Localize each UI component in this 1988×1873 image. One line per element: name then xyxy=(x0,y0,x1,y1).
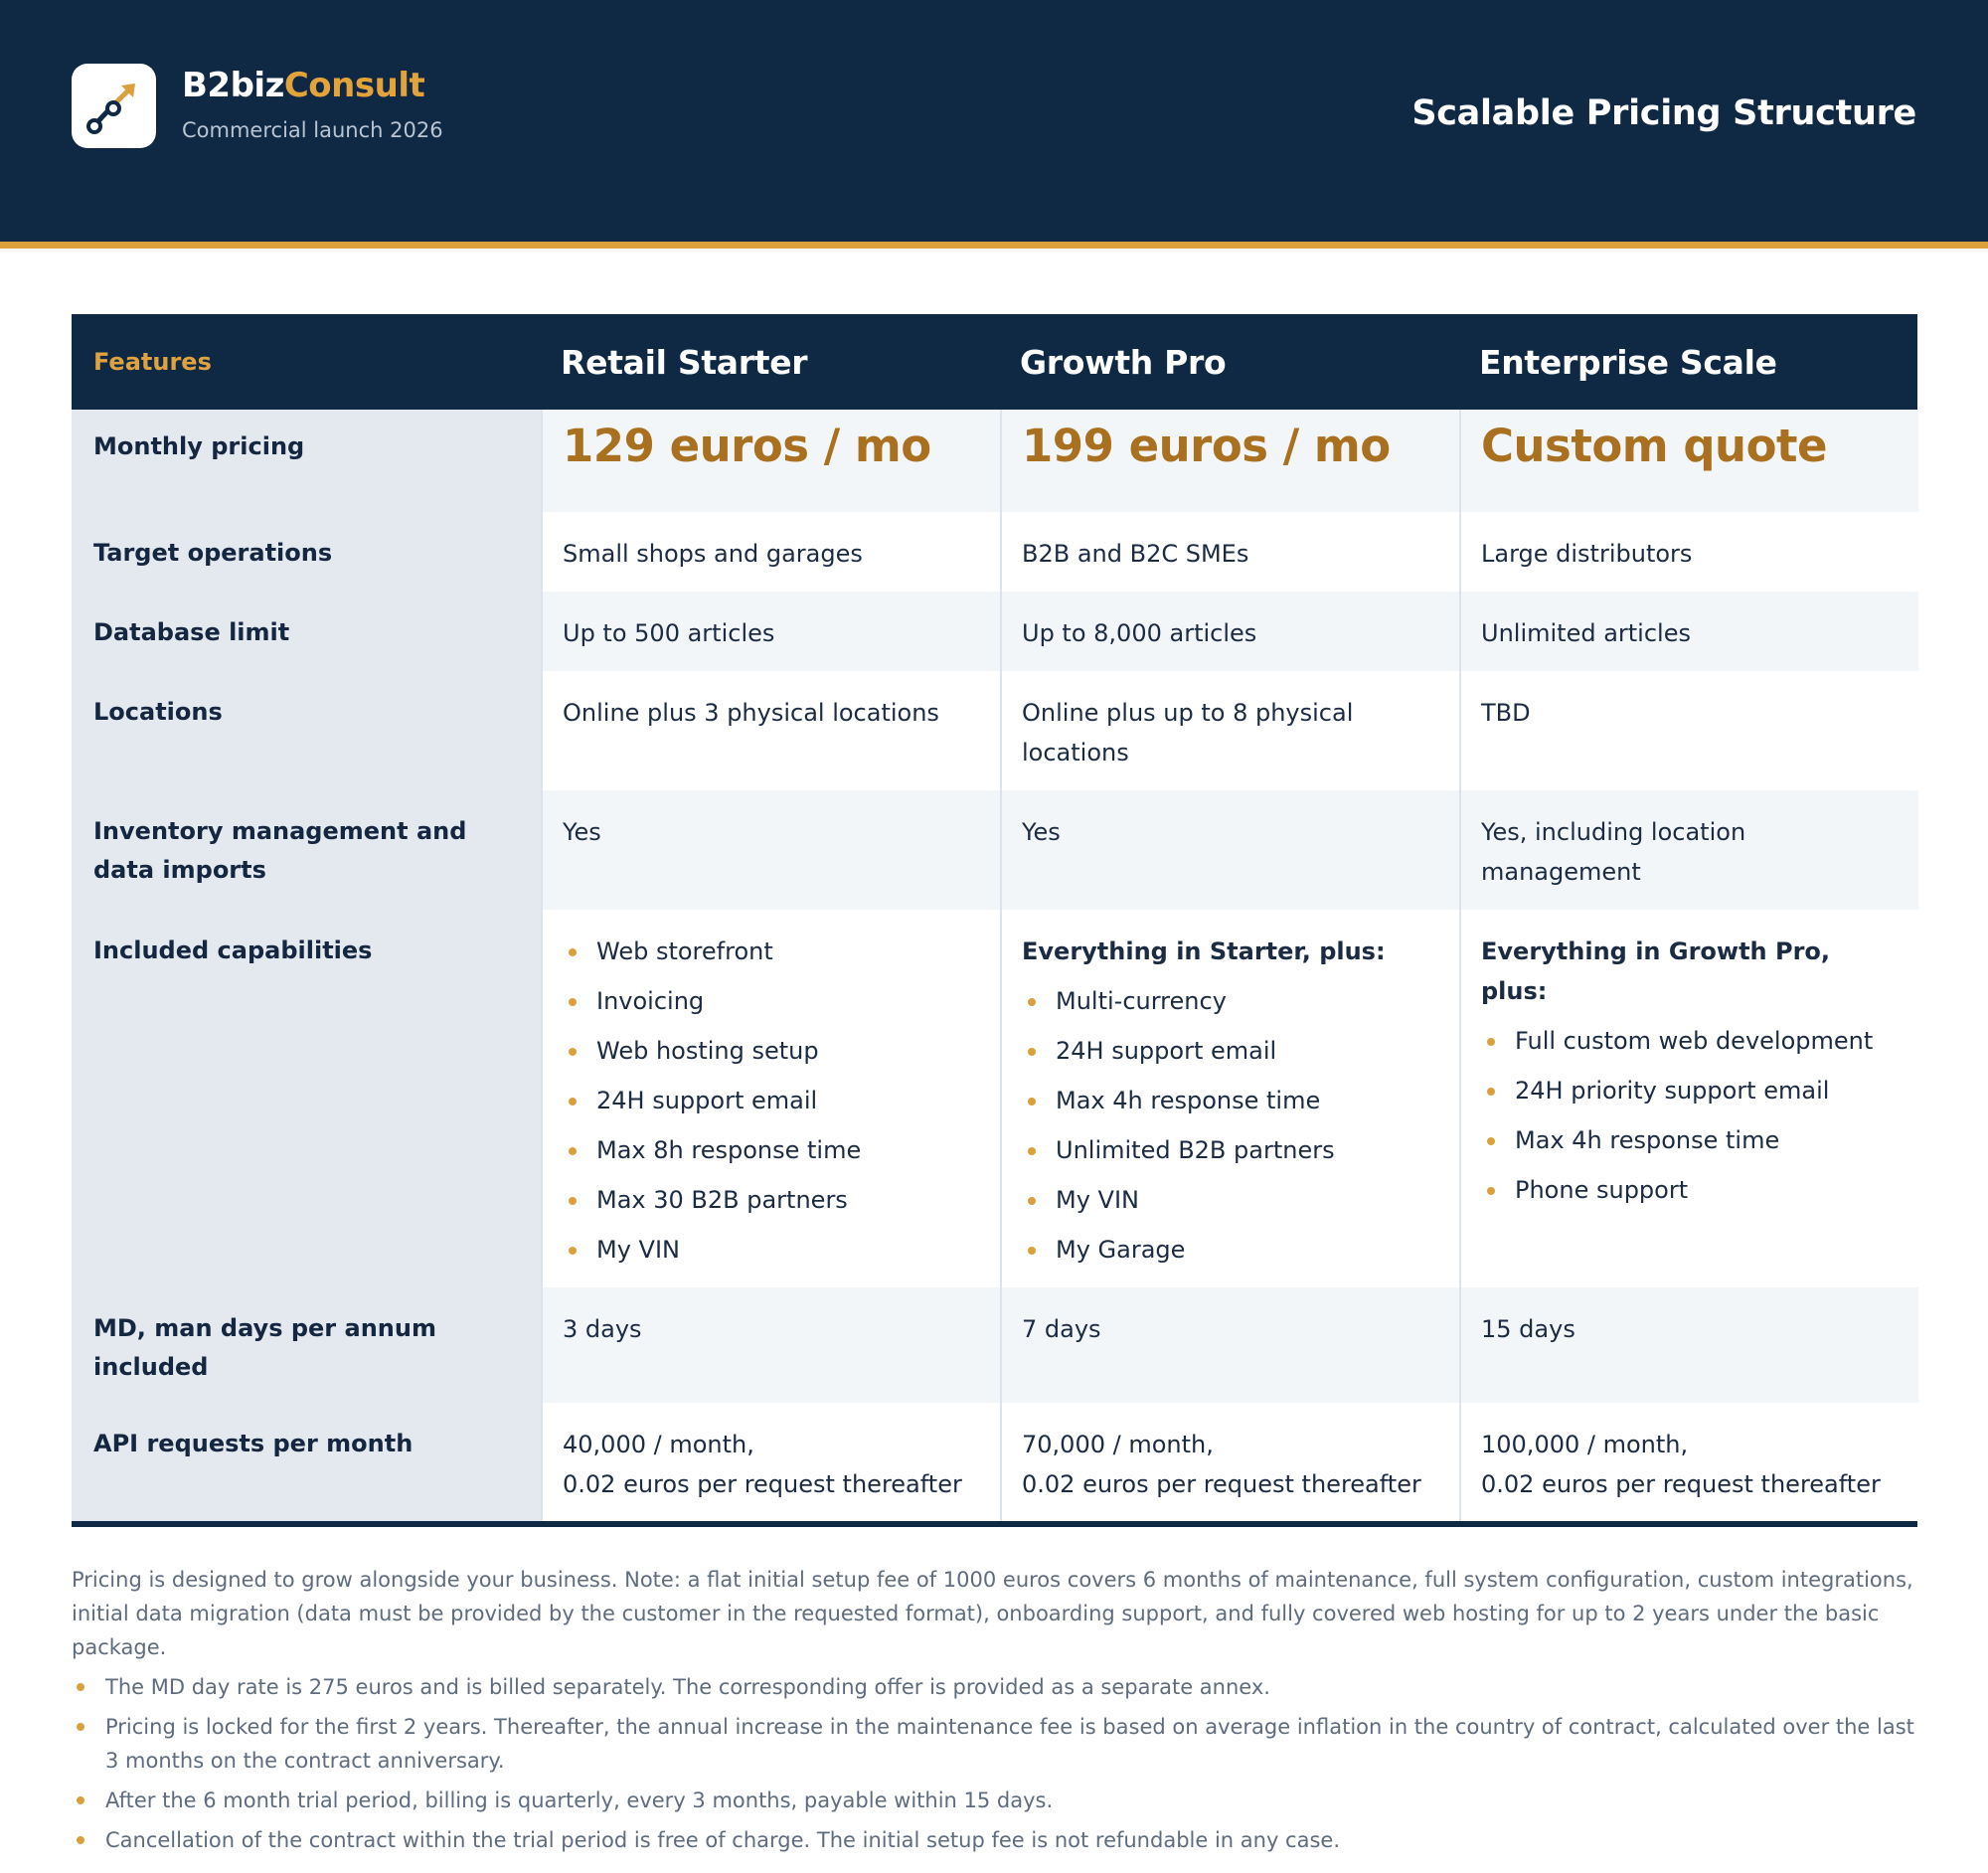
logo xyxy=(72,64,156,148)
notes-list xyxy=(72,1670,1920,1857)
table-row-locations xyxy=(72,671,1917,790)
list-item: Full custom web development xyxy=(1481,1016,1903,1066)
capabilities-growth-pro xyxy=(1000,910,1459,1287)
list-item: Web hosting setup xyxy=(563,1026,984,1076)
row-label: Target operations xyxy=(72,512,541,592)
page-title: Scalable Pricing Structure xyxy=(1411,93,1916,133)
row-label: Included capabilities xyxy=(72,910,541,1287)
capabilities-enterprise-scale xyxy=(1459,910,1918,1287)
capabilities-heading: Everything in Starter, plus: xyxy=(1022,937,1386,965)
list-item: My VIN xyxy=(563,1225,984,1275)
pricing-notes xyxy=(72,1563,1920,1863)
list-item: Max 8h response time xyxy=(563,1125,984,1175)
list-item: Pricing is locked for the first 2 years. Thereafter, the annual increase in the maintenance fee is based on average inflation in the country of contract, calculated over the last 3 months on the contract anniversary. xyxy=(72,1710,1920,1778)
tagline: Commercial launch 2026 xyxy=(182,118,443,142)
list-item: My Garage xyxy=(1022,1225,1443,1275)
row-label: Inventory management and data imports xyxy=(72,790,541,910)
list-item: After the 6 month trial period, billing is quarterly, every 3 months, payable within 15 days. xyxy=(72,1784,1920,1817)
table-cell: Yes, including location management xyxy=(1459,790,1918,910)
row-label: MD, man days per annum included xyxy=(72,1287,541,1403)
price-retail-starter: 129 euros / mo xyxy=(541,410,1000,512)
notes-intro: Pricing is designed to grow alongside your business. Note: a flat initial setup fee of 1000 euros covers 6 months of maintenance, full system configuration, custom integrations, initial data migration (data must be provided by the customer in the requested format), onboarding support, and fully covered web hosting for up to 2 years under the basic package. xyxy=(72,1568,1913,1659)
list-item: Cancellation of the contract within the trial period is free of charge. The initial setup fee is not refundable in any case. xyxy=(72,1823,1920,1857)
table-cell: TBD xyxy=(1459,671,1918,790)
list-item: 24H priority support email xyxy=(1481,1066,1903,1115)
table-cell: Large distributors xyxy=(1459,512,1918,592)
capability-list xyxy=(1022,976,1443,1275)
chart-trend-icon xyxy=(72,64,156,148)
table-cell: Small shops and garages xyxy=(541,512,1000,592)
page-header xyxy=(0,0,1988,249)
capability-list xyxy=(563,927,984,1275)
list-item: 24H support email xyxy=(563,1076,984,1125)
brand-name: B2bizConsult xyxy=(182,66,425,105)
table-cell: B2B and B2C SMEs xyxy=(1000,512,1459,592)
table-row-database xyxy=(72,592,1917,671)
price-enterprise-scale: Custom quote xyxy=(1459,410,1918,512)
table-cell: Online plus 3 physical locations xyxy=(541,671,1000,790)
list-item: Unlimited B2B partners xyxy=(1022,1125,1443,1175)
pricing-table xyxy=(72,314,1917,1527)
table-cell: Yes xyxy=(1000,790,1459,910)
table-cell: Up to 500 articles xyxy=(541,592,1000,671)
table-header xyxy=(72,314,1917,410)
list-item: Max 30 B2B partners xyxy=(563,1175,984,1225)
list-item: Invoicing xyxy=(563,976,984,1026)
table-cell: 15 days xyxy=(1459,1287,1918,1403)
list-item: Max 4h response time xyxy=(1022,1076,1443,1125)
column-header-features: Features xyxy=(93,348,212,376)
list-item: My VIN xyxy=(1022,1175,1443,1225)
table-row-inventory xyxy=(72,790,1917,910)
list-item: The MD day rate is 275 euros and is billed separately. The corresponding offer is provided as a separate annex. xyxy=(72,1670,1920,1704)
table-cell: Up to 8,000 articles xyxy=(1000,592,1459,671)
table-cell: 70,000 / month, 0.02 euros per request thereafter xyxy=(1000,1403,1459,1521)
column-header-retail-starter: Retail Starter xyxy=(561,342,808,382)
capabilities-retail-starter xyxy=(541,910,1000,1287)
table-row-target xyxy=(72,512,1917,592)
row-label: API requests per month xyxy=(72,1403,541,1521)
capabilities-heading: Everything in Growth Pro, plus: xyxy=(1481,937,1831,1005)
column-header-growth-pro: Growth Pro xyxy=(1020,342,1227,382)
list-item: 24H support email xyxy=(1022,1026,1443,1076)
table-row-pricing xyxy=(72,410,1917,512)
table-cell: Yes xyxy=(541,790,1000,910)
table-cell: 3 days xyxy=(541,1287,1000,1403)
list-item: Phone support xyxy=(1481,1165,1903,1215)
table-row-man-days xyxy=(72,1287,1917,1403)
list-item: Max 4h response time xyxy=(1481,1115,1903,1165)
table-cell: 7 days xyxy=(1000,1287,1459,1403)
row-label: Locations xyxy=(72,671,541,790)
list-item: Web storefront xyxy=(563,927,984,976)
table-cell: Online plus up to 8 physical locations xyxy=(1000,671,1459,790)
column-header-enterprise-scale: Enterprise Scale xyxy=(1479,342,1777,382)
table-cell: 40,000 / month, 0.02 euros per request thereafter xyxy=(541,1403,1000,1521)
price-growth-pro: 199 euros / mo xyxy=(1000,410,1459,512)
table-row-api xyxy=(72,1403,1917,1521)
table-cell: 100,000 / month, 0.02 euros per request thereafter xyxy=(1459,1403,1918,1521)
table-cell: Unlimited articles xyxy=(1459,592,1918,671)
table-row-capabilities xyxy=(72,910,1917,1287)
capability-list xyxy=(1481,1016,1903,1215)
row-label: Monthly pricing xyxy=(72,410,541,512)
row-label: Database limit xyxy=(72,592,541,671)
list-item: Multi-currency xyxy=(1022,976,1443,1026)
